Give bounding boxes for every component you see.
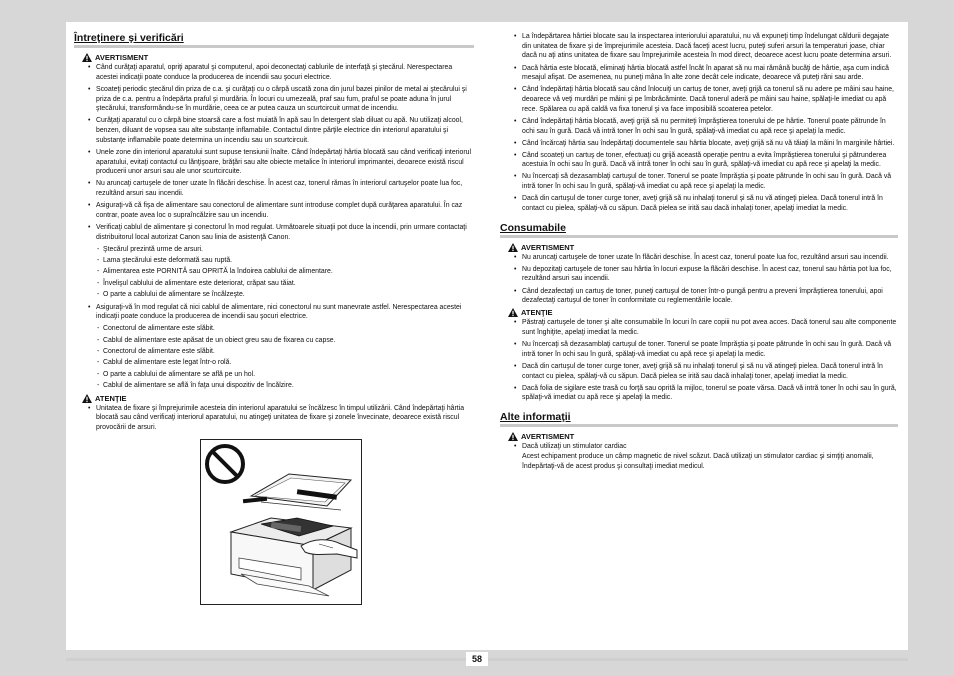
warning-heading: AVERTISMENT xyxy=(508,432,898,441)
sub-list xyxy=(74,245,474,300)
warning-triangle-icon xyxy=(508,432,518,441)
consumables-caution-list xyxy=(500,318,898,403)
warning-triangle-icon xyxy=(508,308,518,317)
warning-triangle-icon xyxy=(508,243,518,252)
caution-list xyxy=(74,404,474,433)
list-item: • Dacă folia de sigilare este trasă cu forţă sau oprită la mijloc, tonerul se poate vărsa. Dacă vă intră toner în ochi sau în gură, spălaţi-vă imediat cu apă rece şi apelaţi la medic. xyxy=(522,384,898,403)
list-item: • Dacă din cartuşul de toner curge toner, aveţi grijă să nu inhalaţi tonerul şi să nu vă atingeţi pielea. Dacă tonerul intră în contact cu pielea, spălaţi-vă cu săpun. Dacă pielea se irită sau dacă inhalaţi toner, apelaţi imediat la medic. xyxy=(522,362,898,381)
caution-list-continued xyxy=(500,32,898,214)
prohibition-icon xyxy=(207,446,243,482)
list-item: • Când încărcaţi hârtia sau îndepărtaţi documentele sau hârtia blocate, aveţi grijă să nu vă tăiaţi la mâini în marginile hârtiei. xyxy=(522,139,898,149)
warning-heading: AVERTISMENT xyxy=(508,243,898,252)
list-item: • Nu aruncaţi cartuşele de toner uzate în flăcări deschise. În acest caz, tonerul rămas în interiorul cartuşelor poate lua foc, rezultând arsuri sau incendii. xyxy=(96,179,474,198)
list-item: • Când curăţaţi aparatul, opriţi aparatul şi computerul, apoi deconectaţi cablurile de interfaţă şi ştecărul. Nerespectarea acestei indicaţii poate conduce la producerea de incendii sau şocuri electrice. xyxy=(96,63,474,82)
list-item: • Când îndepărtaţi hârtia blocată, aveţi grijă să nu permiteţi împrăştierea tonerului de pe hârtie. Tonerul poate pătrunde în ochi sau în gură. Dacă vă intră toner în ochi sau în gură, spălaţi-vă imediat cu apă rece şi apelaţi la medic. xyxy=(522,117,898,136)
sub-list-item: - Ştecărul prezintă urme de arsuri. xyxy=(103,245,474,255)
list-item: • Unitatea de fixare şi împrejurimile acesteia din interiorul aparatului se încălzesc în timpul utilizării. Când îndepărtaţi hârtia blocată sau când verificaţi interiorul aparatului, nu atingeţi unitatea de fixare şi zonele învecinate, deoarece există riscul provocării de arsuri. xyxy=(96,404,474,433)
warning-triangle-icon xyxy=(82,394,92,403)
list-item: • Când dezafectaţi un cartuş de toner, puneţi cartuşul de toner într-o pungă pentru a preveni împrăştierea tonerului, apoi dezafectaţi cartuşul de toner în conformitate cu reglementările locale. xyxy=(522,287,898,306)
list-item: • Dacă hârtia este blocată, eliminaţi hârtia blocată astfel încât în aparat să nu mai rămână bucăţi de hârtie, aşa cum indică mesajul afişat. De asemenea, nu puneţi mâna în alte zone decât cele indicate, deoarece vă puteţi răni sau arde. xyxy=(522,64,898,83)
warning-list-2 xyxy=(74,303,474,322)
list-item: • Păstraţi cartuşele de toner şi alte consumabile în locuri în care copiii nu pot avea acces. Dacă tonerul sau alte componente sunt înghiţite, apelaţi imediat la medic. xyxy=(522,318,898,337)
list-item: • Curăţaţi aparatul cu o cârpă bine stoarsă care a fost muiată în apă sau în detergent slab diluat cu apă. Nu utilizaţi alcool, benzen, diluant de vopsea sau alte substanţe inflamabile. Contactul dintre părţile electrice din interiorul aparatului şi substanţe inflamabile poate determina un incendiu sau un scurtcircuit. xyxy=(96,116,474,145)
list-item: • Nu încercaţi să dezasamblaţi cartuşul de toner. Tonerul se poate împrăştia şi poate pătrunde în ochi sau în gură. Dacă vă intră toner în ochi sau în gură, spălaţi-vă imediat cu apă rece şi apelaţi la medic. xyxy=(522,340,898,359)
caution-heading: ATENŢIE xyxy=(508,308,898,317)
list-item: • Nu aruncaţi cartuşele de toner uzate în flăcări deschise. În acest caz, tonerul poate lua foc, rezultând arsuri sau incendii. xyxy=(522,253,898,263)
list-item-title: Dacă utilizaţi un stimulator cardiac xyxy=(522,443,627,451)
warning-triangle-icon xyxy=(82,53,92,62)
list-item: • La îndepărtarea hârtiei blocate sau la inspectarea interiorului aparatului, nu vă expuneţi timp îndelungat căldurii degajate din unitatea de fixare şi de împrejurimile acesteia. Dacă faceţi acest lucru, puteţi suferi arsuri la temperaturi joase, chiar dacă nu aţi atins unitatea de fixare sau împrejurimile acesteia în mod direct, deoarece acest lucru poate determina arsuri. xyxy=(522,32,898,61)
list-item: • Asiguraţi-vă în mod regulat că nici cablul de alimentare, nici conectorul nu sunt manevrate astfel. Nerespectarea acestei indicaţii poate conduce la producerea de incendii sau şocuri electrice. xyxy=(96,303,474,322)
sub-list-item: - Cablul de alimentare se află în faţa unui dispozitiv de încălzire. xyxy=(103,381,474,391)
caution-heading: ATENŢIE xyxy=(82,394,474,403)
sub-list-item: - O parte a cablului de alimentare se încălzeşte. xyxy=(103,290,474,300)
sub-list-item: - Alimentarea este PORNITĂ sau OPRITĂ la îndoirea cablului de alimentare. xyxy=(103,267,474,277)
sub-list-item: - O parte a cablului de alimentare se află pe un hol. xyxy=(103,370,474,380)
list-item: • Unele zone din interiorul aparatului sunt supuse tensiunii înalte. Când îndepărtaţi hârtia blocată sau când verificaţi interiorul aparatului, evitaţi contactul cu lănţişoare, brăţări sau alte obiecte metalice în interiorul imprimantei, deoarece există riscul producerii unor arsuri sau ale unor scurtcircuite. xyxy=(96,148,474,177)
sub-list-item: - Conectorul de alimentare este slăbit. xyxy=(103,347,474,357)
list-item: • Asiguraţi-vă că fişa de alimentare sau conectorul de alimentare sunt introduse complet după curăţarea aparatului. În caz contrar, poate avea loc o supraîncălzire sau un incendiu. xyxy=(96,201,474,220)
printer-illustration xyxy=(200,439,362,605)
warning-heading: AVERTISMENT xyxy=(82,53,474,62)
sub-list-item: - Învelişul cablului de alimentare este deteriorat, crăpat sau tăiat. xyxy=(103,279,474,289)
consumables-warning-list xyxy=(500,253,898,306)
list-item: • Scoateţi periodic ştecărul din priza de c.a. şi curăţaţi cu o cârpă uscată zona din jurul bazei pinilor de metal ai ştecărului şi priza de c.a. pentru a îndepărta praful şi murdăria. În locuri cu umezeală, praf sau fum, praful se poate aduna în jurul ştecărului, transformându-se în murdărie, ceea ce ar putea cauza un scurtcircuit urmat de incendiu. xyxy=(96,85,474,114)
sub-list-item: - Conectorul de alimentare este slăbit. xyxy=(103,324,474,334)
list-item: • Când scoateţi un cartuş de toner, efectuaţi cu grijă această operaţie pentru a evita împrăştierea tonerului şi pătrunderea acestuia în ochi sau în gură. Dacă vă intră toner în ochi sau în gură, spălaţi-vă imediat cu apă rece şi apelaţi la medic. xyxy=(522,151,898,170)
list-item xyxy=(522,442,898,471)
list-item: • Când îndepărtaţi hârtia blocată sau când înlocuiţi un cartuş de toner, aveţi grijă ca tonerul să nu adere pe mâini sau haine, deoarece vă veţi murdări pe mâini şi pe îmbrăcăminte. Dacă tonerul aderă pe mâini sau haine, spălaţi-le imediat cu apă rece. Spălarea cu apă caldă va fixa tonerul şi va face imposibilă scoaterea petelor. xyxy=(522,85,898,114)
warning-list xyxy=(74,63,474,242)
left-column xyxy=(74,32,474,605)
list-item-text: Acest echipament produce un câmp magnetic de nivel scăzut. Dacă utilizaţi un stimulator cardiac şi simţiţi anomalii, îndepărtaţi-vă de acest produs şi consultaţi imediat medicul. xyxy=(522,452,874,470)
section-title-maintenance: Întreţinere şi verificări xyxy=(74,32,474,48)
sub-list-item: - Lama ştecărului este deformată sau ruptă. xyxy=(103,256,474,266)
list-item: • Nu încercaţi să dezasamblaţi cartuşul de toner. Tonerul se poate împrăştia şi poate pătrunde în ochi sau în gură. Dacă vă intră toner în ochi sau în gură, spălaţi-vă imediat cu apă rece şi apelaţi la medic. xyxy=(522,172,898,191)
sub-list-item: - Cablul de alimentare este apăsat de un obiect greu sau de fixarea cu capse. xyxy=(103,336,474,346)
other-warning-list xyxy=(500,442,898,471)
sub-list-item: - Cablul de alimentare este legat într-o rolă. xyxy=(103,358,474,368)
sub-list-2 xyxy=(74,324,474,390)
right-column xyxy=(500,32,898,474)
manual-page xyxy=(66,22,908,650)
section-title-other-info: Alte informaţii xyxy=(500,411,898,427)
list-item: • Dacă din cartuşul de toner curge toner, aveţi grijă să nu inhalaţi tonerul şi să nu vă atingeţi pielea. Dacă tonerul intră în contact cu pielea, spălaţi-vă cu săpun. Dacă pielea se irită sau dacă inhalaţi toner, apelaţi imediat la medic. xyxy=(522,194,898,213)
page-number: 58 xyxy=(466,652,488,666)
section-title-consumables: Consumabile xyxy=(500,222,898,238)
list-item: • Nu depozitaţi cartuşele de toner sau hârtia în locuri expuse la flăcări deschise. În acest caz, tonerul sau hârtia pot lua foc, rezultând arsuri sau incendii. xyxy=(522,265,898,284)
list-item: • Verificaţi cablul de alimentare şi conectorul în mod regulat. Următoarele situaţii pot duce la incendii, prin urmare contactaţi distribuitorul local autorizat Canon sau linia de asistenţă Canon. xyxy=(96,223,474,242)
